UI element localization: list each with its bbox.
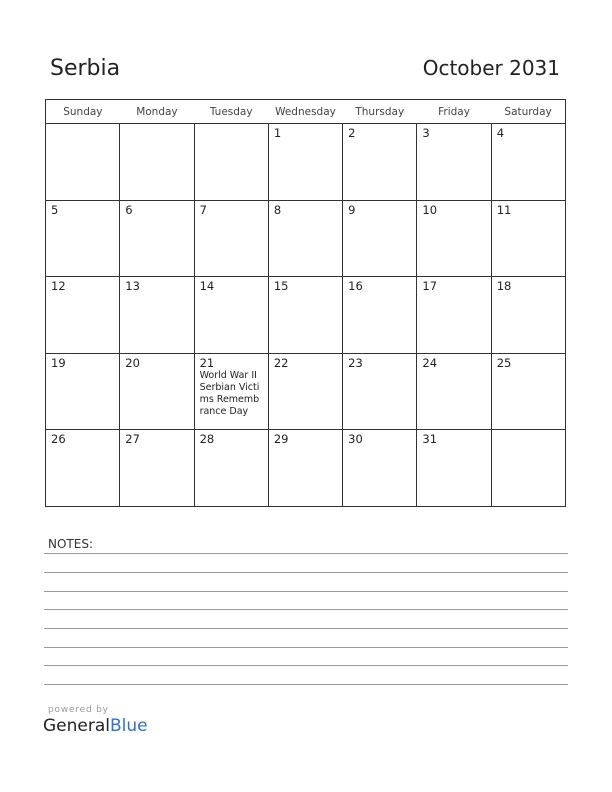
powered-by-text: powered by [48,705,109,715]
day-cell [46,200,120,277]
week-row [46,124,566,201]
day-number: 24 [422,355,438,370]
day-cell [268,353,342,430]
day-number: 12 [51,279,66,293]
day-cell [46,430,120,507]
note-line [44,609,568,610]
day-cell [268,277,342,354]
day-number: 23 [348,355,363,370]
day-number: 14 [199,279,215,293]
day-number: 27 [125,432,140,446]
weekday-saturday: Saturday [491,100,565,124]
day-cell [46,124,120,201]
week-row [46,277,566,354]
day-number: 16 [348,279,363,293]
day-cell [268,124,342,201]
note-line [44,572,568,573]
day-number: 10 [422,202,438,217]
brand-blue: Blue [110,716,148,736]
day-cell [343,200,417,277]
day-number: 30 [348,432,363,446]
week-row [46,353,566,430]
day-number: 9 [348,202,356,217]
day-cell [491,353,565,430]
weekday-thursday: Thursday [343,100,417,124]
holiday-label: World War II Serbian Victims Remembrance Day [199,369,260,418]
week-row [46,430,566,507]
day-cell [417,277,491,354]
day-cell [343,277,417,354]
day-cell [343,353,417,430]
day-number: 4 [496,126,505,140]
day-number: 25 [496,355,512,370]
country-title: Serbia [50,56,121,81]
day-cell [491,200,565,277]
note-line [44,684,568,685]
day-number: 21 [199,355,215,370]
day-cell [491,277,565,354]
day-number: 29 [273,432,289,446]
day-cell [491,430,565,507]
note-line [44,553,568,554]
day-cell [194,124,268,201]
day-cell [120,124,194,201]
day-cell [343,430,417,507]
day-number: 13 [125,279,140,293]
day-number: 7 [199,202,207,217]
note-line [44,591,568,592]
day-number: 17 [422,279,438,293]
weekday-tuesday: Tuesday [194,100,268,124]
day-cell [46,277,120,354]
day-cell [268,200,342,277]
day-number: 28 [199,432,215,446]
notes-label: NOTES: [48,537,93,551]
day-number: 31 [422,432,438,446]
day-number: 22 [273,355,289,370]
day-cell [194,353,268,430]
weekday-monday: Monday [120,100,194,124]
generalblue-logo[interactable] [43,716,148,736]
weekday-header-row [46,100,566,124]
day-number: 8 [273,202,282,217]
weekday-sunday: Sunday [46,100,120,124]
day-cell [194,200,268,277]
day-cell [491,124,565,201]
day-cell [120,353,194,430]
day-number: 5 [51,202,59,217]
day-cell [417,124,491,201]
day-cell [120,277,194,354]
day-cell [120,430,194,507]
day-cell [194,430,268,507]
day-number: 11 [496,202,512,217]
day-number: 19 [51,355,66,370]
weekday-friday: Friday [417,100,491,124]
day-cell [417,353,491,430]
brand-general: General [43,716,110,736]
day-cell [343,124,417,201]
day-number: 18 [496,279,512,293]
calendar-grid [45,99,566,507]
note-line [44,628,568,629]
day-number: 1 [273,126,282,140]
day-cell [46,353,120,430]
month-title: October 2031 [422,56,560,80]
note-line [44,647,568,648]
day-number: 15 [273,279,289,293]
weekday-wednesday: Wednesday [268,100,342,124]
day-number: 2 [348,126,356,140]
day-number: 26 [51,432,66,446]
day-cell [268,430,342,507]
day-cell [120,200,194,277]
day-number: 6 [125,202,133,217]
day-number: 3 [422,126,430,140]
note-line [44,665,568,666]
day-cell [194,277,268,354]
day-cell [417,200,491,277]
week-row [46,200,566,277]
day-cell [417,430,491,507]
day-number: 20 [125,355,140,370]
